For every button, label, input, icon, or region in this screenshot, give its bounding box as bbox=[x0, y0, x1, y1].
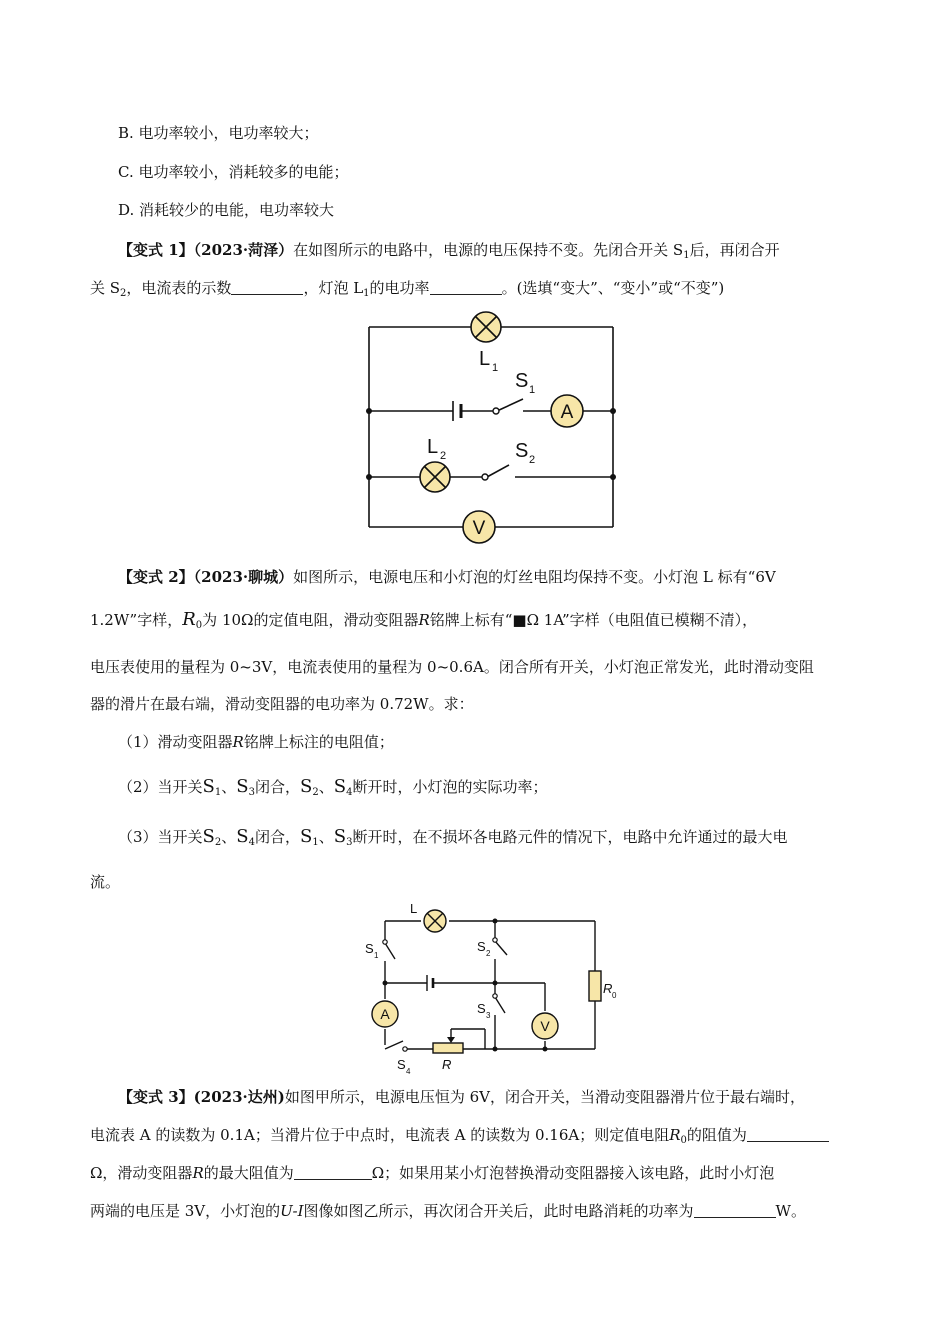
variant3-line2 bbox=[90, 1125, 829, 1151]
subscript: 2 bbox=[312, 787, 319, 798]
lamp-l1-icon bbox=[471, 312, 501, 342]
question-text: 、 bbox=[318, 828, 334, 846]
symbol-r: R bbox=[192, 1164, 204, 1182]
label-s2-sub: 2 bbox=[529, 454, 536, 466]
subscript: 0 bbox=[680, 1135, 687, 1146]
lamp-l2-icon bbox=[420, 462, 450, 492]
variant3-text: 的阻值为 bbox=[686, 1126, 747, 1144]
variant1-line1 bbox=[118, 240, 780, 266]
label-s4-sub: 4 bbox=[406, 1067, 411, 1076]
variant3-source: (2023·达州) bbox=[193, 1088, 285, 1106]
ammeter-label: A bbox=[380, 1006, 390, 1022]
symbol-s: S bbox=[236, 826, 249, 847]
subscript: 3 bbox=[248, 787, 255, 798]
symbol-s: S bbox=[333, 776, 347, 797]
voltmeter-label: V bbox=[540, 1018, 550, 1034]
label-s4: S bbox=[397, 1057, 406, 1072]
answer-blank[interactable] bbox=[694, 1203, 776, 1218]
question-text: 铭牌上标注的电阻值； bbox=[243, 733, 394, 751]
symbol-s: S bbox=[300, 776, 313, 797]
question-text: （2）当开关 bbox=[118, 778, 203, 796]
subscript: 1 bbox=[683, 250, 690, 261]
variant3-text: 图像如图乙所示，再次闭合开关后，此时电路消耗的功率为 bbox=[303, 1202, 694, 1220]
symbol-s: S bbox=[202, 776, 215, 797]
question-text: 断开时，小灯泡的实际功率； bbox=[352, 778, 548, 796]
variant1-text: 关 S bbox=[90, 279, 121, 297]
variant3-line1 bbox=[118, 1087, 805, 1107]
ammeter-label: A bbox=[560, 402, 574, 423]
option-c: C. 电功率较小，消耗较多的电能； bbox=[118, 163, 349, 181]
label-l2: L bbox=[427, 436, 439, 458]
label-s2: S bbox=[477, 939, 486, 954]
subscript: 4 bbox=[248, 837, 255, 848]
subscript: 1 bbox=[214, 787, 222, 798]
variant3-text: 的最大阻值为 bbox=[203, 1164, 294, 1182]
ammeter-icon bbox=[372, 1001, 398, 1027]
question-text: 闭合， bbox=[255, 828, 301, 846]
label-l2-sub: 2 bbox=[440, 450, 447, 462]
question-text: 、 bbox=[221, 778, 237, 796]
subscript: 4 bbox=[346, 787, 353, 798]
label-s1-sub: 1 bbox=[529, 384, 536, 396]
label-s3: S bbox=[477, 1001, 486, 1016]
label-l1: L bbox=[479, 348, 491, 370]
symbol-r0: R bbox=[182, 609, 196, 630]
answer-blank[interactable] bbox=[231, 280, 303, 295]
symbol-r: R bbox=[232, 733, 244, 751]
variant2-line3: 电压表使用的量程为 0~3V，电流表使用的量程为 0~0.6A。闭合所有开关，小灯泡正常发光，此时滑动变阻 bbox=[90, 658, 814, 676]
answer-blank[interactable] bbox=[294, 1165, 372, 1180]
symbol-s: S bbox=[236, 776, 249, 797]
question-text: 、 bbox=[221, 828, 237, 846]
variant2-tag: 【变式 2】 bbox=[118, 568, 194, 586]
variant3-line3 bbox=[90, 1163, 774, 1183]
answer-blank[interactable] bbox=[430, 280, 502, 295]
label-r0-sub: 0 bbox=[612, 991, 617, 1000]
variant1-text: 在如图所示的电路中，电源的电压保持不变。先闭合开关 S bbox=[293, 241, 684, 259]
subscript: 2 bbox=[214, 837, 222, 848]
variant2-question2 bbox=[118, 777, 547, 803]
question-text: 断开时，在不损坏各电路元件的情况下，电路中允许通过的最大电 bbox=[352, 828, 788, 846]
symbol-s: S bbox=[300, 826, 313, 847]
label-s2-sub: 2 bbox=[486, 949, 491, 958]
question-text: （1）滑动变阻器 bbox=[118, 733, 233, 751]
variant1-text: 。(选填“变大”、“变小”或“不变”) bbox=[501, 279, 725, 297]
variant2-line4: 器的滑片在最右端，滑动变阻器的电功率为 0.72W。求： bbox=[90, 695, 474, 713]
variant2-line1 bbox=[118, 567, 776, 587]
variant2-line2 bbox=[90, 610, 757, 636]
symbol-ui: U-I bbox=[280, 1202, 304, 1220]
variant1-text: 的电功率 bbox=[369, 279, 430, 297]
variant3-tag: 【变式 3】 bbox=[118, 1088, 194, 1106]
option-b: B. 电功率较小，电功率较大； bbox=[118, 124, 319, 142]
label-l1-sub: 1 bbox=[492, 362, 499, 374]
answer-blank[interactable] bbox=[747, 1127, 829, 1142]
voltmeter-icon bbox=[532, 1013, 558, 1039]
variant1-line2 bbox=[90, 278, 724, 304]
ammeter-icon bbox=[551, 395, 583, 427]
variant3-text: Ω；如果用某小灯泡替换滑动变阻器接入该电路，此时小灯泡 bbox=[371, 1164, 775, 1182]
label-s3-sub: 3 bbox=[486, 1011, 491, 1020]
question-text: （3）当开关 bbox=[118, 828, 203, 846]
label-s1: S bbox=[515, 370, 529, 392]
subscript: 2 bbox=[120, 288, 127, 299]
symbol-r: R bbox=[418, 611, 430, 629]
question-text: 闭合， bbox=[255, 778, 301, 796]
symbol-r: R bbox=[669, 1126, 681, 1144]
variant2-question1 bbox=[118, 732, 394, 752]
variant1-text: ，灯泡 L bbox=[303, 279, 364, 297]
variant3-text: 电流表 A 的读数为 0.1A；当滑片位于中点时，电流表 A 的读数为 0.16A；则定值电阻 bbox=[90, 1126, 670, 1144]
variant2-question3 bbox=[118, 827, 787, 853]
variant1-tag: 【变式 1】 bbox=[118, 241, 194, 259]
label-r: R bbox=[442, 1057, 452, 1072]
label-s1-sub: 1 bbox=[374, 951, 379, 960]
question-text: 、 bbox=[318, 778, 334, 796]
variant1-source: （2023·菏泽） bbox=[193, 241, 294, 259]
variant1-text: ，电流表的示数 bbox=[126, 279, 232, 297]
symbol-s: S bbox=[333, 826, 347, 847]
variant3-text: 两端的电压是 3V，小灯泡的 bbox=[90, 1202, 281, 1220]
variant3-line4 bbox=[90, 1201, 806, 1221]
variant1-text: 后，再闭合开 bbox=[689, 241, 780, 259]
subscript: 1 bbox=[363, 288, 370, 299]
subscript: 3 bbox=[346, 837, 353, 848]
variant2-text: 为 10Ω的定值电阻，滑动变阻器 bbox=[202, 611, 419, 629]
subscript: 1 bbox=[312, 837, 319, 848]
variant3-text: Ω，滑动变阻器 bbox=[90, 1164, 193, 1182]
circuit-diagram-1 bbox=[355, 305, 625, 555]
variant2-source: （2023·聊城） bbox=[193, 568, 294, 586]
variant2-text: 如图所示，电源电压和小灯泡的灯丝电阻均保持不变。小灯泡 L 标有“6V bbox=[293, 568, 776, 586]
label-r0: R bbox=[603, 981, 613, 996]
variant3-text: W。 bbox=[775, 1202, 806, 1220]
variant3-text: 如图甲所示，电源电压恒为 6V，闭合开关，当滑动变阻器滑片位于最右端时， bbox=[284, 1088, 805, 1106]
label-s1: S bbox=[365, 941, 374, 956]
symbol-s: S bbox=[202, 826, 215, 847]
label-l: L bbox=[410, 901, 418, 916]
circuit-diagram-2 bbox=[355, 897, 625, 1077]
voltmeter-label: V bbox=[472, 518, 486, 539]
subscript: 0 bbox=[195, 620, 203, 631]
variant2-text: 铭牌上标有“■Ω 1A”字样（电阻值已模糊不清）， bbox=[429, 611, 758, 629]
voltmeter-icon bbox=[463, 511, 495, 543]
variant2-question3-end: 流。 bbox=[90, 873, 121, 891]
variant2-text: 1.2W”字样， bbox=[90, 611, 183, 629]
lamp-l-icon bbox=[424, 910, 446, 932]
option-d: D. 消耗较少的电能，电功率较大 bbox=[118, 201, 335, 219]
label-s2: S bbox=[515, 440, 529, 462]
